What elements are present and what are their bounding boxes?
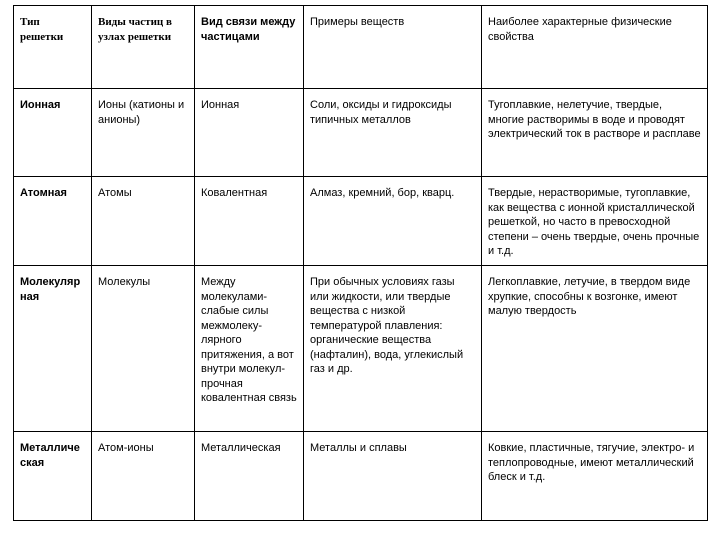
cell-properties-atomic: Твердые, нерастворимые, тугоплавкие, как вещества с ионной кристаллической решеткой, но часто в превосходной степени – очень твердые, очень прочные и т.д. <box>482 177 708 266</box>
header-bond-type: Вид связи между частицами <box>195 6 304 89</box>
cell-examples-ionic: Соли, оксиды и гидроксиды типичных металлов <box>304 89 482 177</box>
cell-properties-metallic: Ковкие, пластичные, тягучие, электро- и теплопроводные, имеют металлический блеск и т.д. <box>482 432 708 521</box>
header-substance-examples: Примеры веществ <box>304 6 482 89</box>
row-label-ionic: Ионная <box>14 89 92 177</box>
lattice-types-table <box>13 5 708 521</box>
cell-properties-ionic: Тугоплавкие, нелетучие, твердые, многие растворимы в воде и проводят электрический ток в растворе и расплаве <box>482 89 708 177</box>
cell-examples-molecular: При обычных условиях газы или жидкости, или твердые вещества с низкой температурой плавления: органические вещества (нафталин), вода, углекислый газ и др. <box>304 266 482 432</box>
row-label-metallic: Металлическая <box>14 432 92 521</box>
cell-particles-molecular: Молекулы <box>92 266 195 432</box>
cell-particles-ionic: Ионы (катионы и анионы) <box>92 89 195 177</box>
cell-examples-atomic: Алмаз, кремний, бор, кварц. <box>304 177 482 266</box>
cell-bond-molecular: Между молекулами- слабые силы межмолеку- лярного притяжения, а вот внутри молекул- прочная ковалентная связь <box>195 266 304 432</box>
cell-bond-metallic: Металлическая <box>195 432 304 521</box>
row-label-molecular: Молекулярная <box>14 266 92 432</box>
cell-properties-molecular: Легкоплавкие, летучие, в твердом виде хрупкие, способны к возгонке, имеют малую твердость <box>482 266 708 432</box>
cell-bond-ionic: Ионная <box>195 89 304 177</box>
header-particle-kinds: Виды частиц в узлах решетки <box>92 6 195 89</box>
header-lattice-type: Тип решетки <box>14 6 92 89</box>
header-physical-properties: Наиболее характерные физические свойства <box>482 6 708 89</box>
cell-particles-metallic: Атом-ионы <box>92 432 195 521</box>
table-row-molecular <box>14 266 708 432</box>
table-row-atomic <box>14 177 708 266</box>
cell-particles-atomic: Атомы <box>92 177 195 266</box>
cell-examples-metallic: Металлы и сплавы <box>304 432 482 521</box>
row-label-atomic: Атомная <box>14 177 92 266</box>
cell-bond-atomic: Ковалентная <box>195 177 304 266</box>
table-row-ionic <box>14 89 708 177</box>
table-row-metallic <box>14 432 708 521</box>
table-header-row <box>14 6 708 89</box>
